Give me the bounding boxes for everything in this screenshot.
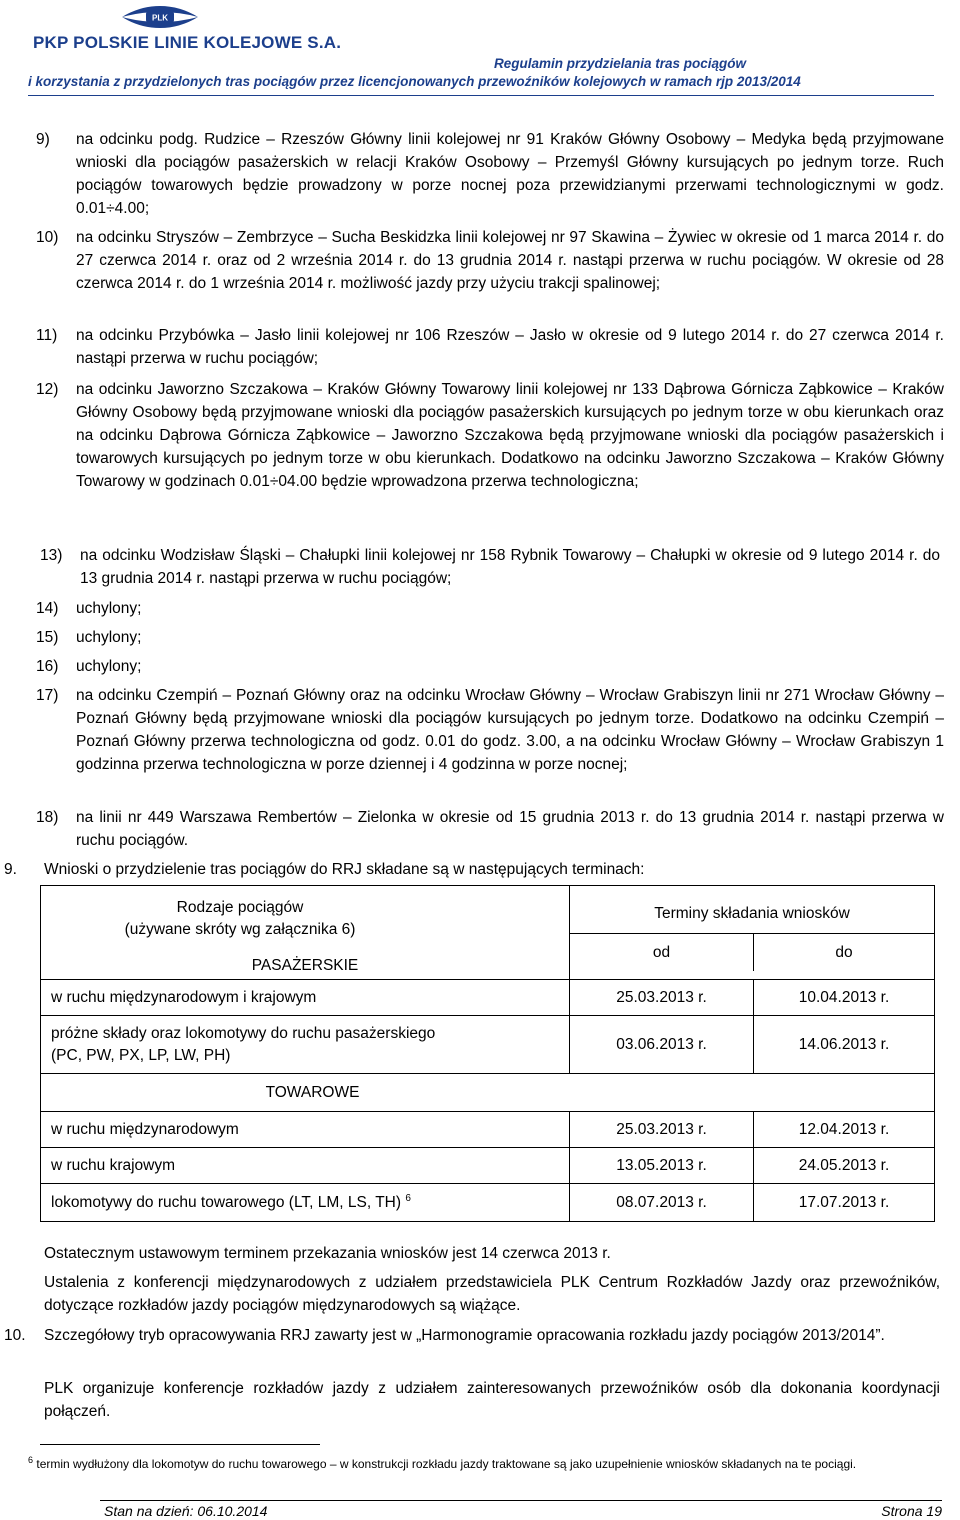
section-10-text: Szczegółowy tryb opracowywania RRJ zawarty jest w „Harmonogramie opracowania rozkładu jazdy pociągów 2013/2014”.	[44, 1327, 885, 1344]
list-item-text: na odcinku Stryszów – Zembrzyce – Sucha Beskidzka linii kolejowej nr 97 Skawina – Żywiec w okresie od 1 marca 2014 r. do 27 czerwca 2014 r. oraz od 2 września 2014 r. do 13 grudnia 2014 r. nastąpi przerwa w ruchu pociągów. W okresie od 28 czerwca 2014 r. do 1 września 2014 r. możliwość jazdy przy użyciu trakcji spalinowej;	[76, 229, 944, 292]
table-row-from: 25.03.2013 r.	[570, 1112, 754, 1148]
list-item	[36, 324, 944, 370]
section-10-text-2: PLK organizuje konferencje rozkładów jazdy z udziałem zainteresowanych przewoźników osób dla dokonania koordynacji połączeń.	[44, 1380, 940, 1420]
deadlines-table	[40, 885, 940, 1235]
table-row-to: 14.06.2013 r.	[754, 1016, 935, 1074]
header-kind-line1: Rodzaje pociągów	[176, 898, 304, 916]
list-item-text: na odcinku Jaworzno Szczakowa – Kraków Główny Towarowy linii kolejowej nr 133 Dąbrowa Górnicza Ząbkowice – Kraków Główny Osobowy będą przyjmowane wnioski dla pociągów pasażerskich kursujących po jednym torze w obu kierunkach oraz na odcinku Dąbrowa Górnicza Ząbkowice – Jaworzno Szczakowa będą przyjmowane wnioski dla pociągów pasażerskich i towarowych kursujących po jednym torze w obu kierunkach. Dodatkowo na odcinku Jaworzno Szczakowa – Kraków Główny Towarowy w godzinach 0.01÷04.00 będzie wprowadzona przerwa technologiczna;	[76, 381, 944, 490]
list-item-number: 13)	[40, 547, 63, 564]
section-text: Wnioski o przydzielenie tras pociągów do RRJ składane są w następujących terminach:	[44, 861, 645, 878]
list-item-number: 17)	[36, 687, 59, 704]
list-item-number: 16)	[36, 658, 59, 675]
section-9	[4, 858, 940, 881]
table-row-label: próżne składy oraz lokomotywy do ruchu pasażerskiego (PC, PW, PX, LP, LW, PH)	[41, 1016, 570, 1074]
page-header	[0, 0, 960, 110]
footnote-mark: 6	[28, 1455, 34, 1465]
list-item-text: uchylony;	[76, 600, 142, 617]
list-item-text: uchylony;	[76, 658, 142, 675]
list-item-text: na linii nr 449 Warszawa Rembertów – Zielonka w okresie od 15 grudnia 2013 r. do 13 grudnia 2014 r. nastąpi przerwa w ruchu pociągów.	[76, 809, 944, 849]
header-divider	[28, 95, 934, 96]
list-item	[36, 226, 944, 295]
list-item	[36, 806, 944, 852]
document-title-line1: Regulamin przydzielania tras pociągów	[493, 56, 747, 71]
list-item-number: 9)	[36, 131, 50, 148]
header-terms-title: Terminy składania wniosków	[570, 895, 934, 934]
list-item	[36, 378, 944, 493]
page-footer	[100, 1500, 942, 1519]
footnote-divider	[40, 1444, 320, 1445]
plk-emblem-icon	[120, 4, 200, 30]
final-deadline-note: Ostatecznym ustawowym terminem przekazania wniosków jest 14 czerwca 2013 r.	[44, 1245, 611, 1262]
list-item-number: 14)	[36, 600, 59, 617]
list-item-number: 11)	[36, 327, 58, 344]
list-item	[36, 684, 944, 776]
group-passenger: PASAŻERSKIE	[251, 956, 359, 974]
table-row-from: 13.05.2013 r.	[570, 1148, 754, 1184]
company-logo-text: PKP POLSKIE LINIE KOLEJOWE S.A.	[33, 33, 342, 52]
emblem-text: PLK	[152, 13, 168, 23]
footer-date: Stan na dzień: 06.10.2014	[104, 1503, 268, 1519]
table-row-to: 10.04.2013 r.	[754, 980, 935, 1016]
footnote	[28, 1452, 940, 1473]
list-item-text: na odcinku Wodzisław Śląski – Chałupki linii kolejowej nr 158 Rybnik Towarowy – Chałupki w okresie od 9 lutego 2014 r. do 13 grudnia 2014 r. nastąpi przerwa w ruchu pociągów;	[80, 547, 940, 587]
footnote-text: termin wydłużony dla lokomotyw do ruchu towarowego – w konstrukcji rozkładu jazdy traktowane są jako uzupełnienie wniosków składanych na te pociągi.	[36, 1457, 857, 1471]
table-row-label: w ruchu międzynarodowym i krajowym	[41, 980, 570, 1016]
header-kind-line2: (używane skróty wg załącznika 6)	[124, 920, 356, 938]
footnote-ref: 6	[405, 1192, 411, 1204]
header-from: od	[570, 934, 754, 971]
table-row-to: 24.05.2013 r.	[754, 1148, 935, 1184]
header-to: do	[835, 943, 853, 961]
list-item	[36, 128, 944, 220]
table-header-terms	[570, 886, 935, 980]
group-freight: TOWAROWE	[41, 1074, 935, 1112]
list-item	[40, 544, 940, 590]
table-row-label: w ruchu krajowym	[41, 1148, 570, 1184]
list-item-text: uchylony;	[76, 629, 142, 646]
table-header-kind	[41, 886, 570, 980]
list-item-number: 12)	[36, 381, 59, 398]
conference-note: Ustalenia z konferencji międzynarodowych z udziałem przedstawiciela PLK Centrum Rozkładów Jazdy oraz przewoźników, dotyczące rozkładów jazdy pociągów międzynarodowych są wiążące.	[44, 1274, 940, 1314]
section-number: 10.	[4, 1327, 26, 1344]
table-row-to: 17.07.2013 r.	[754, 1184, 935, 1222]
table-row-from: 08.07.2013 r.	[570, 1184, 754, 1222]
footer-page-number: Strona 19	[881, 1503, 942, 1519]
document-title-line2: i korzystania z przydzielonych tras pociągów przez licencjonowanych przewoźników kolejowych w ramach rjp 2013/2014	[28, 74, 801, 89]
table-row-label	[41, 1184, 570, 1222]
list-item	[36, 597, 944, 620]
list-item-number: 18)	[36, 809, 59, 826]
table-row-from: 25.03.2013 r.	[570, 980, 754, 1016]
list-item-text: na odcinku Czempiń – Poznań Główny oraz na odcinku Wrocław Główny – Wrocław Grabiszyn linii nr 271 Wrocław Główny – Poznań Główny będą przyjmowane wnioski dla pociągów kursujących po jednym torze. Dodatkowo na odcinku Czempiń – Poznań Główny przerwa technologiczna od godz. 0.01 do godz. 3.00, a na odcinku Wrocław Główny – Wrocław Grabiszyn 1 godzinna przerwa technologiczna w porze dziennej i 4 godzinna w porze nocnej;	[76, 687, 944, 773]
table-row-from: 03.06.2013 r.	[570, 1016, 754, 1074]
list-item-number: 10)	[36, 229, 59, 246]
list-item-text: na odcinku Przybówka – Jasło linii kolejowej nr 106 Rzeszów – Jasło w okresie od 9 lutego 2014 r. do 27 czerwca 2014 r. nastąpi przerwa w ruchu pociągów;	[76, 327, 944, 367]
list-item-text: na odcinku podg. Rudzice – Rzeszów Główny linii kolejowej nr 91 Kraków Główny Osobowy – Medyka będą przyjmowane wnioski dla pociągów pasażerskich w relacji Kraków Osobowy – Przemyśl Główny kursujących po jednym torze. Ruch pociągów towarowych będzie prowadzony w porze nocnej poza przewidzianymi przerwami technologicznymi w godz. 0.01÷4.00;	[76, 131, 944, 217]
section-number: 9.	[4, 861, 17, 878]
table-row-label: w ruchu międzynarodowym	[41, 1112, 570, 1148]
table-row-label-text: lokomotywy do ruchu towarowego (LT, LM, LS, TH)	[51, 1194, 402, 1212]
list-item	[36, 655, 944, 678]
list-item-number: 15)	[36, 629, 59, 646]
list-item	[36, 626, 944, 649]
table-row-to: 12.04.2013 r.	[754, 1112, 935, 1148]
